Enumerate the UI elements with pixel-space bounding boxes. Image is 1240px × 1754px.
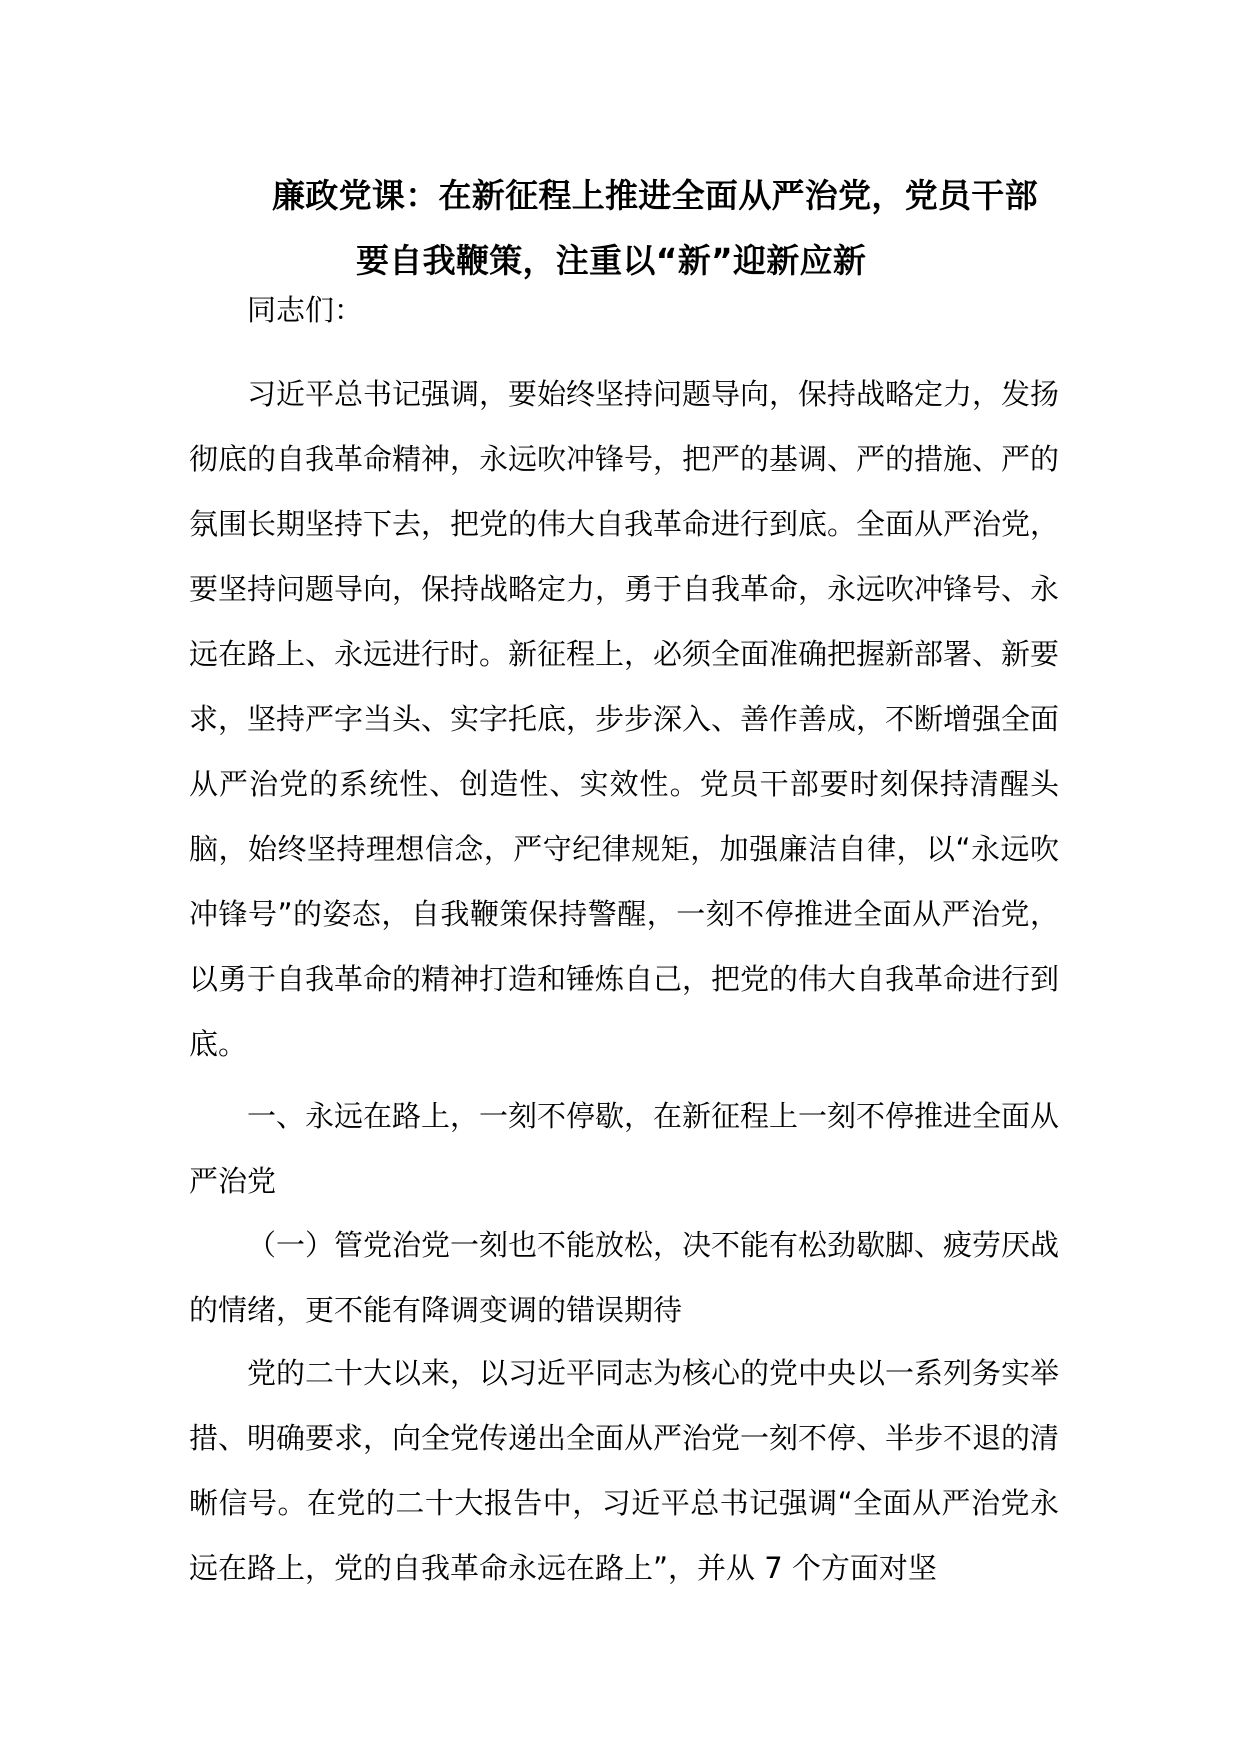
document-title-line-1: 廉政党课：在新征程上推进全面从严治党，党员干部 xyxy=(272,176,1038,215)
greeting: 同志们： xyxy=(247,293,364,327)
document-title-line-2: 要自我鞭策，注重以“新”迎新应新 xyxy=(356,241,867,280)
body-paragraph-2: 党的二十大以来，以习近平同志为核心的党中央以一系列务实举措、明确要求，向全党传递出全面从严治党一刻不停、半步不退的清晰信号。在党的二十大报告中，习近平总书记强调“全面从严治党永远在路上，党的自我革命永远在路上”，并从 7 个方面对坚 xyxy=(189,1356,1060,1585)
subsection-heading-1-1: （一）管党治党一刻也不能放松，决不能有松劲歇脚、疲劳厌战的情绪，更不能有降调变调的错误期待 xyxy=(189,1228,1060,1327)
section-heading-1: 一、永远在路上，一刻不停歇，在新征程上一刻不停推进全面从严治党 xyxy=(189,1099,1060,1198)
intro-paragraph: 习近平总书记强调，要始终坚持问题导向，保持战略定力，发扬彻底的自我革命精神，永远吹冲锋号，把严的基调、严的措施、严的氛围长期坚持下去，把党的伟大自我革命进行到底。全面从严治党，要坚持问题导向，保持战略定力，勇于自我革命，永远吹冲锋号、永远在路上、永远进行时。新征程上，必须全面准确把握新部署、新要求，坚持严字当头、实字托底，步步深入、善作善成，不断增强全面从严治党的系统性、创造性、实效性。党员干部要时刻保持清醒头脑，始终坚持理想信念，严守纪律规矩，加强廉洁自律，以“永远吹冲锋号”的姿态，自我鞭策保持警醒，一刻不停推进全面从严治党，以勇于自我革命的精神打造和锤炼自己，把党的伟大自我革命进行到底。 xyxy=(189,377,1060,1061)
